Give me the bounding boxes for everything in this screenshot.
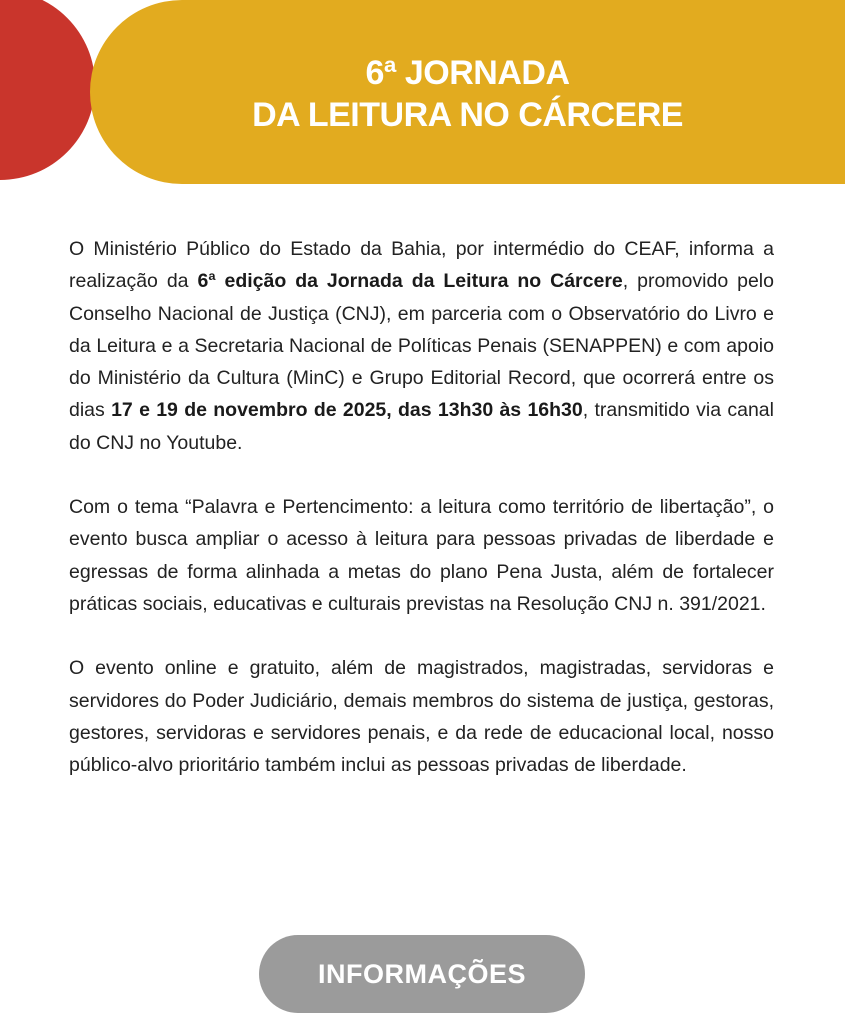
paragraph-intro-part-c: , promovido pelo Conselho Nacional de Justiça (CNJ), em parceria com o Observatório do Livro e da Leitura e a Secretaria Nacional de Políticas Penais (SENAPPEN) e com apoio do Ministério da Cultura (MinC) e Grupo Editorial Record, que ocorrerá entre os dias	[69, 270, 774, 422]
paragraph-intro-part-a: O Ministério Público do Estado da Bahia, por intermédio do CEAF, informa a realização da	[69, 238, 774, 293]
informacoes-button[interactable]: INFORMAÇÕES	[259, 935, 585, 1013]
paragraph-intro-event-name: 6ª edição da Jornada da Leitura no Cárcere	[197, 270, 623, 293]
paragraph-audience: O evento online e gratuito, além de magistrados, magistradas, servidoras e servidores do Poder Judiciário, demais membros do sistema de justiça, gestoras, gestores, servidoras e servidores penais, e da rede de educacional local, nosso público-alvo prioritário também inclui as pessoas privadas de liberdade.	[69, 657, 774, 777]
title-line-2: DA LEITURA NO CÁRCERE	[252, 96, 683, 134]
title-line-1: 6ª JORNADA	[365, 54, 570, 92]
paragraph-intro-dates: 17 e 19 de novembro de 2025, das 13h30 às 16h30	[111, 399, 583, 422]
paragraph-intro-part-e: , transmitido via canal do CNJ no Youtube.	[69, 399, 774, 454]
paragraph-theme: Com o tema “Palavra e Pertencimento: a leitura como território de libertação”, o evento busca ampliar o acesso à leitura para pessoas privadas de liberdade e egressas de forma alinhada a metas do plano Pena Justa, além de fortalecer práticas sociais, educativas e culturais previstas na Resolução CNJ n. 391/2021.	[69, 496, 774, 615]
decorative-red-circle	[0, 0, 95, 180]
page-title	[90, 52, 845, 136]
announcement-body	[69, 233, 774, 813]
paragraph-intro	[69, 233, 774, 459]
